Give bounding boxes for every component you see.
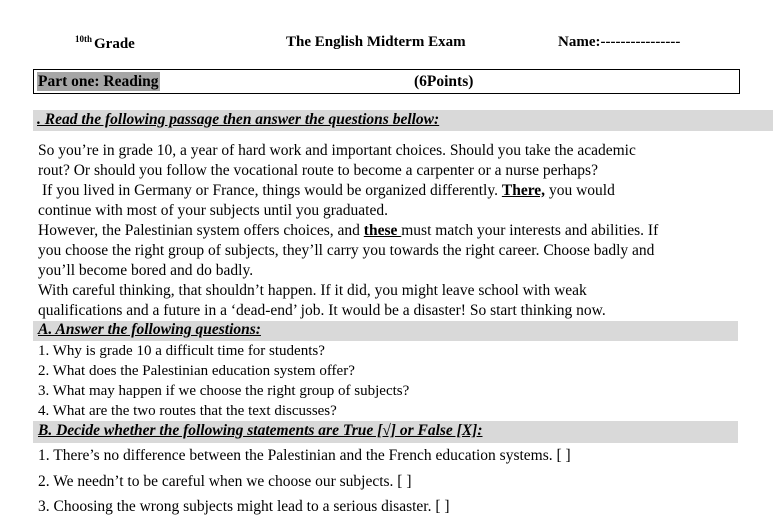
passage-word-these: these xyxy=(363,222,402,239)
passage-line-9: qualifications and a future in a ‘dead-end’ job. It would be a disaster! So start thinking now. xyxy=(38,302,606,319)
passage-line-5-c: must match your interests and abilities. If xyxy=(401,222,659,239)
passage-line-3 xyxy=(42,181,615,201)
passage-word-there: There, xyxy=(501,182,546,199)
part-one-box xyxy=(33,69,740,94)
grade-label: Grade xyxy=(94,36,135,52)
passage-line-3-a: If you lived in Germany or France, things would be organized differently. xyxy=(42,182,502,199)
passage-line-5-a: However, the Palestinian system offers choices, and xyxy=(38,222,364,239)
passage-line-5 xyxy=(38,221,658,241)
section-b-title: B. Decide whether the following statements are True [√] or False [X]: xyxy=(38,422,483,439)
section-a-title: A. Answer the following questions: xyxy=(38,321,261,338)
instructions-heading: . Read the following passage then answer the questions bellow: xyxy=(37,111,440,128)
exam-title: The English Midterm Exam xyxy=(286,34,466,50)
passage-line-6: you choose the right group of subjects, they’ll carry you towards the right career. Choose badly and xyxy=(38,242,655,259)
question-1: 1. Why is grade 10 a difficult time for students? xyxy=(38,343,325,359)
statement-2: 2. We needn’t to be careful when we choose our subjects. [ ] xyxy=(38,473,412,490)
grade-heading xyxy=(75,34,135,53)
part-one-points: (6Points) xyxy=(414,73,474,90)
passage-line-8: With careful thinking, that shouldn’t happen. If it did, you might leave school with weak xyxy=(38,282,587,299)
question-2: 2. What does the Palestinian education system offer? xyxy=(38,363,355,379)
name-field: Name:---------------- xyxy=(558,34,681,50)
part-one-label: Part one: Reading xyxy=(38,73,159,90)
passage-line-2: rout? Or should you follow the vocational route to become a carpenter or a nurse perhaps? xyxy=(38,162,598,179)
passage-line-1: So you’re in grade 10, a year of hard work and important choices. Should you take the academic xyxy=(38,142,636,159)
grade-superscript: 10th xyxy=(75,34,93,44)
question-4: 4. What are the two routes that the text discusses? xyxy=(38,403,337,419)
question-3: 3. What may happen if we choose the right group of subjects? xyxy=(38,383,410,399)
passage-line-3-c: you would xyxy=(545,182,615,199)
statement-1: 1. There’s no difference between the Palestinian and the French education systems. [ ] xyxy=(38,447,571,464)
statement-3: 3. Choosing the wrong subjects might lead to a serious disaster. [ ] xyxy=(38,498,450,515)
passage-line-4: continue with most of your subjects until you graduated. xyxy=(38,202,388,219)
passage-line-7: you’ll become bored and do badly. xyxy=(38,262,254,279)
